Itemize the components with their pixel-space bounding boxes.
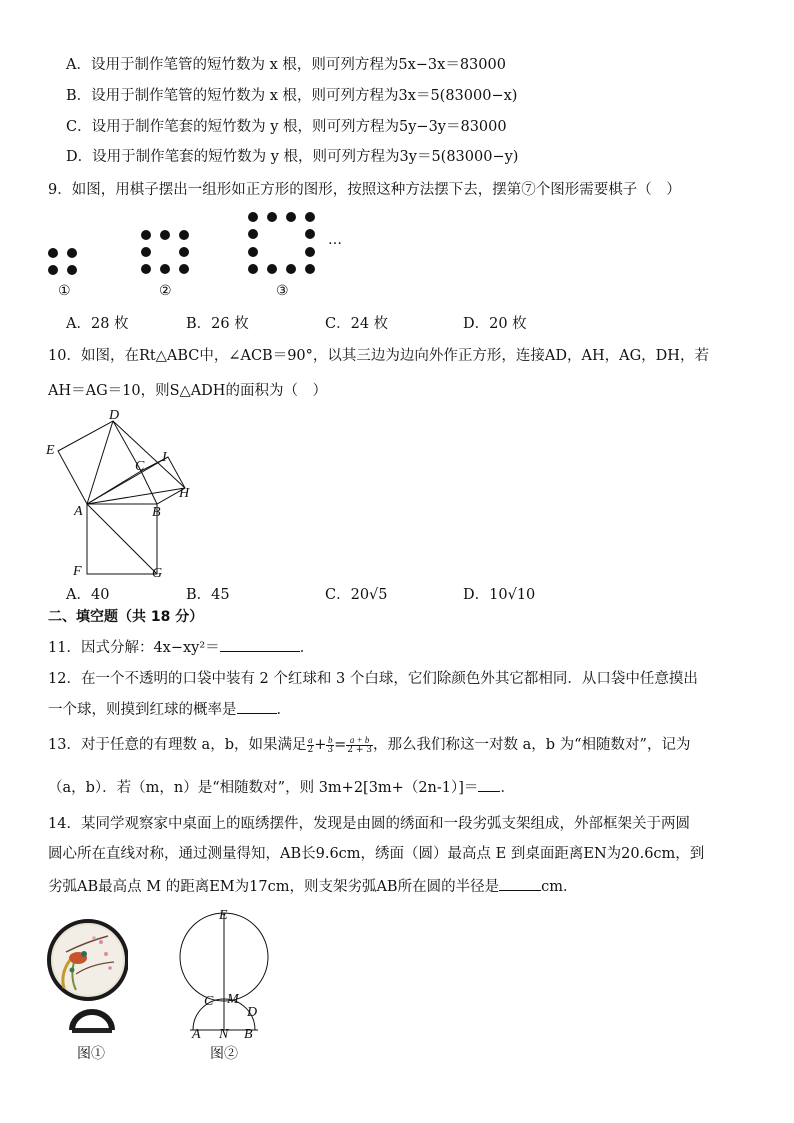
q9-label-1: ①: [58, 283, 71, 299]
point-e: E: [46, 443, 55, 458]
formula-a-over-2: $\frac{a}{2}$: [307, 734, 314, 755]
chess-piece: [248, 212, 258, 222]
chess-piece: [248, 264, 258, 274]
q10-option-d: D．10√10: [463, 587, 536, 603]
point-e: E: [219, 908, 228, 923]
segment-ag: [87, 504, 157, 574]
chess-piece: [305, 229, 315, 239]
chess-piece: [160, 264, 170, 274]
q10-option-a: A．40: [66, 587, 110, 603]
chess-piece: [305, 212, 315, 222]
point-c: C: [135, 459, 145, 474]
q13-prefix: 13．对于任意的有理数 a，b，如果满足: [48, 737, 307, 753]
q14-figure2-caption: 图②: [210, 1046, 238, 1062]
q9-label-3: ③: [276, 283, 289, 299]
q10-geometry-figure: [40, 408, 210, 583]
q8-option-d: D．设用于制作笔套的短竹数为 y 根，则可列方程为3y＝5(83000−y): [66, 149, 519, 165]
q13-suffix: ，那么我们称这一对数 a，b 为“相随数对”，记为: [373, 737, 691, 753]
q9-option-c: C．24 枚: [325, 316, 389, 332]
chess-piece: [67, 265, 77, 275]
point-a: A: [192, 1027, 201, 1040]
section-title: 二、填空题（共 18 分）: [48, 609, 204, 625]
answer-blank[interactable]: [499, 876, 541, 891]
chess-piece: [141, 264, 151, 274]
q8-option-c: C．设用于制作笔套的短竹数为 y 根，则可列方程为5y−3y＝83000: [66, 119, 507, 135]
q9-ellipsis: …: [328, 232, 342, 248]
chess-piece: [179, 247, 189, 257]
q9-option-b: B．26 枚: [186, 316, 249, 332]
point-d: D: [247, 1005, 258, 1020]
point-n: N: [219, 1027, 229, 1040]
point-c: C: [204, 994, 214, 1009]
chess-piece: [48, 265, 58, 275]
answer-blank[interactable]: [220, 637, 300, 652]
point-i: I: [162, 450, 167, 465]
chess-piece: [248, 247, 258, 257]
chess-piece: [267, 264, 277, 274]
chess-piece: [160, 230, 170, 240]
q8-option-a: A．设用于制作笔管的短竹数为 x 根，则可列方程为5x−3x＝83000: [66, 57, 506, 73]
base: [72, 1028, 112, 1033]
q13-line2: （a，b）．若（m，n）是“相随数对”，则 3m+2[3m+（2n-1）]＝ ．: [48, 777, 515, 798]
point-a: A: [74, 504, 83, 519]
chess-piece: [305, 247, 315, 257]
segment-dh: [113, 421, 185, 488]
q10-stem-line2: AH＝AG＝10，则S△ADH的面积为（ ）: [48, 383, 327, 399]
chess-piece: [248, 229, 258, 239]
formula-b-over-3: $\frac{b}{3}$: [327, 734, 334, 755]
chess-piece: [286, 212, 296, 222]
chess-piece: [179, 264, 189, 274]
q10-option-c: C．20√5: [325, 587, 388, 603]
q14-line2: 圆心所在直线对称，通过测量得知，AB长9.6cm，绣面（圆）最高点 E 到桌面距离EN为20.6cm，到: [48, 846, 705, 862]
support-arc: [72, 1012, 112, 1030]
chess-piece: [141, 247, 151, 257]
q14-line1: 14．某同学观察家中桌面上的瓯绣摆件，发现是由圆的绣面和一段劣弧支架组成，外部框架关于两圆: [48, 816, 690, 832]
formula-sum-fraction: $\frac{a + b}{2 + 3}$: [347, 734, 372, 755]
q9-label-2: ②: [159, 283, 172, 299]
q13-text: （a，b）．若（m，n）是“相随数对”，则 3m+2[3m+（2n-1）]＝: [48, 780, 479, 796]
point-b: B: [152, 505, 161, 520]
q12-line2: 一个球，则摸到红球的概率是 ．: [48, 699, 291, 720]
chess-piece: [286, 264, 296, 274]
q11-text: 11．因式分解：4x−xy²＝: [48, 640, 220, 656]
q14-text: 劣弧AB最高点 M 的距离EM为17cm，则支架劣弧AB所在圆的半径是: [48, 879, 500, 895]
q14-figure1-embroidery: [46, 912, 128, 1034]
chess-piece: [305, 264, 315, 274]
chess-piece: [67, 248, 77, 258]
point-h: H: [179, 486, 190, 501]
q14-figure2-geometry: [170, 905, 280, 1040]
q11-line: 11．因式分解：4x−xy²＝ ．: [48, 637, 314, 658]
chess-piece: [141, 230, 151, 240]
point-b: B: [244, 1027, 253, 1040]
point-d: D: [109, 408, 120, 423]
q14-line3: [48, 876, 577, 897]
q10-option-b: B．45: [186, 587, 230, 603]
q13-line1: 13．对于任意的有理数 a，b，如果满足 $\frac{a}{2}$ + $\frac{b}{3}$ = $\frac{a + b}{2 + 3}$ ，那么我们称这一对数 a，b 为“相随数对”，记为: [48, 734, 691, 755]
point-m: M: [227, 992, 239, 1007]
q12-text: 一个球，则摸到红球的概率是: [48, 702, 237, 718]
q14-unit: cm．: [541, 879, 578, 895]
q12-line1: 12．在一个不透明的口袋中装有 2 个红球和 3 个白球，它们除颜色外其它都相同．从口袋中任意摸出: [48, 671, 698, 687]
answer-blank[interactable]: [478, 777, 500, 792]
q8-option-b: B．设用于制作笔管的短竹数为 x 根，则可列方程为3x＝5(83000−x): [66, 88, 518, 104]
answer-blank[interactable]: [237, 699, 277, 714]
chess-piece: [267, 212, 277, 222]
q9-option-a: A．28 枚: [66, 316, 129, 332]
q9-stem: 9．如图，用棋子摆出一组形如正方形的图形，按照这种方法摆下去，摆第⑦个图形需要棋子（ ）: [48, 182, 681, 198]
q9-option-d: D．20 枚: [463, 316, 527, 332]
point-g: G: [152, 566, 163, 581]
point-f: F: [73, 564, 82, 579]
q14-figure1-caption: 图①: [77, 1046, 105, 1062]
chess-piece: [179, 230, 189, 240]
chess-piece: [48, 248, 58, 258]
q10-stem-line1: 10．如图，在Rt△ABC中，∠ACB＝90°，以其三边为边向外作正方形，连接AD，AH，AG，DH，若: [48, 348, 709, 364]
